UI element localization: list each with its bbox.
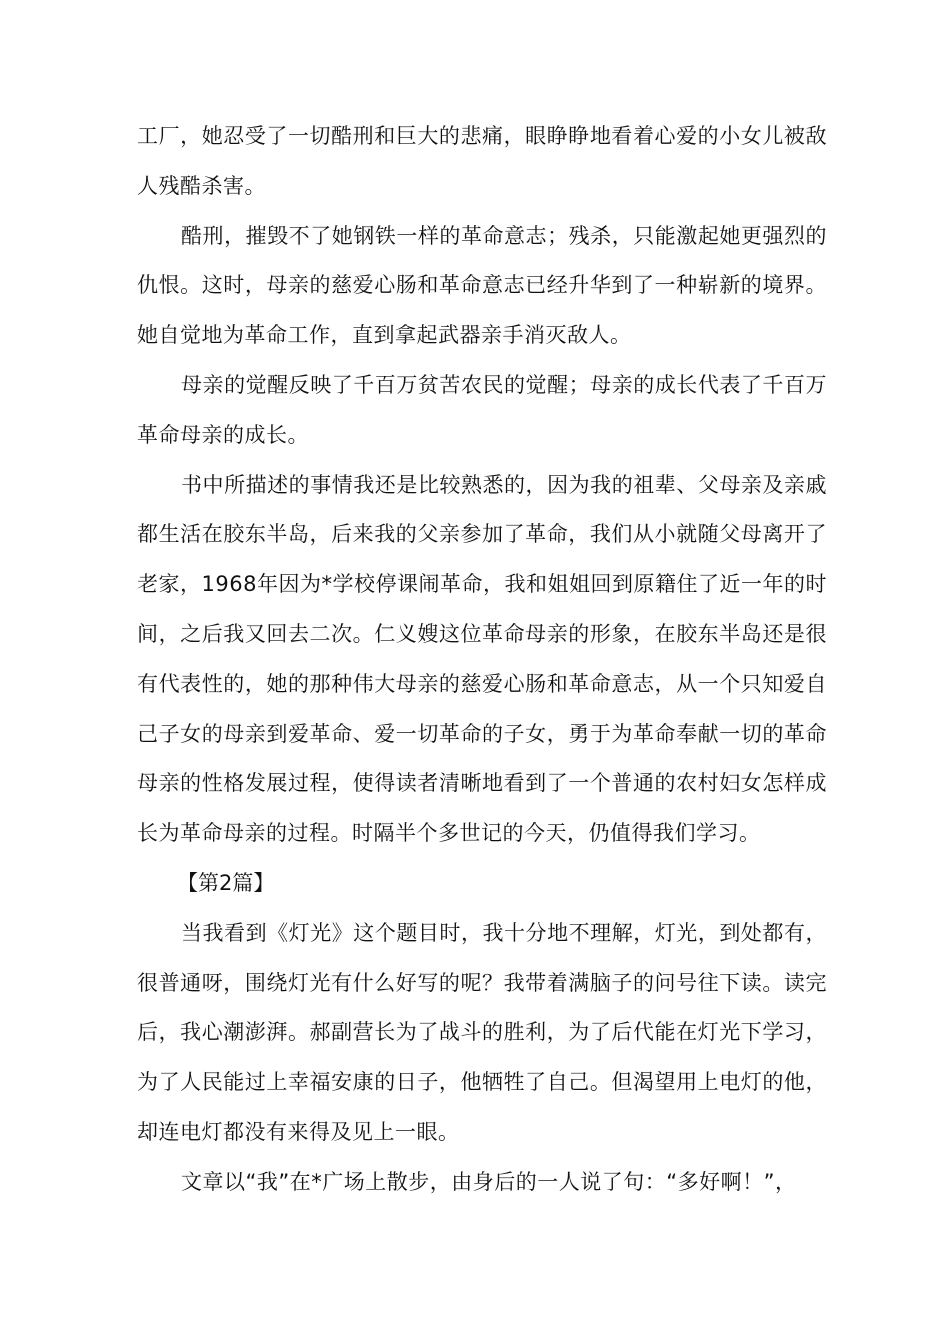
paragraph-5: 当我看到《灯光》这个题目时，我十分地不理解，灯光，到处都有，很普通呀，围绕灯光有什么好写的呢？我带着满脑子的问号往下读。读完后，我心潮澎湃。郝副营长为了战斗的胜利，为了后代能在灯光下学习，为了人民能过上幸福安康的日子，他牺牲了自己。但渴望用上电灯的他，却连电灯都没有来得及见上一眼。 xyxy=(137,920,827,1144)
document-body xyxy=(137,112,827,1208)
paragraph-1: 工厂，她忍受了一切酷刑和巨大的悲痛，眼睁睁地看着心爱的小女儿被敌人残酷杀害。 xyxy=(137,124,827,198)
paragraph-6: 文章以“我”在*广场上散步，由身后的一人说了句：“多好啊！”， xyxy=(181,1169,797,1194)
paragraph-4: 书中所描述的事情我还是比较熟悉的，因为我的祖辈、父母亲及亲戚都生活在胶东半岛，后来我的父亲参加了革命，我们从小就随父母离开了老家，1968年因为*学校停课闹革命，我和姐姐回到原籍住了近一年的时间，之后我又回去二次。仁义嫂这位革命母亲的形象，在胶东半岛还是很有代表性的，她的那种伟大母亲的慈爱心肠和革命意志，从一个只知爱自己子女的母亲到爱革命、爱一切革命的子女，勇于为革命奉献一切的革命母亲的性格发展过程，使得读者清晰地看到了一个普通的农村妇女怎样成长为革命母亲的过程。时隔半个多世记的今天，仍值得我们学习。 xyxy=(137,472,827,846)
paragraph-3: 母亲的觉醒反映了千百万贫苦农民的觉醒；母亲的成长代表了千百万革命母亲的成长。 xyxy=(137,372,827,447)
section-heading: 【第2篇】 xyxy=(177,870,275,895)
paragraph-2: 酷刑，摧毁不了她钢铁一样的革命意志；残杀，只能激起她更强烈的仇恨。这时，母亲的慈爱心肠和革命意志已经升华到了一种崭新的境界。她自觉地为革命工作，直到拿起武器亲手消灭敌人。 xyxy=(137,223,827,348)
